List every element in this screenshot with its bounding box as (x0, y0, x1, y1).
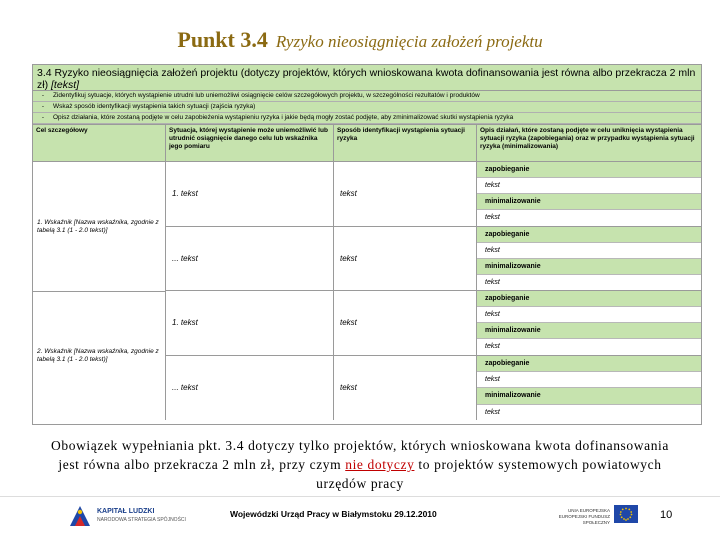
col-identification: Sposób identyfikacji wystąpienia sytuacji ryzyka (334, 125, 477, 161)
minimization-label: minimalizowanie (477, 323, 701, 339)
page-number: 10 (660, 509, 673, 521)
footer-divider (0, 496, 720, 497)
brand-name: KAPITAŁ LUDZKI (97, 508, 155, 515)
actions-cell (477, 162, 701, 226)
minimization-label: minimalizowanie (477, 259, 701, 275)
minimization-text: tekst (485, 214, 500, 222)
risk-row (166, 291, 701, 356)
instruction-dash: - (41, 114, 45, 121)
instruction-text: Opisz działania, które zostaną podjęte w celu zapobieżenia wystąpieniu ryzyka i jakie będą mogły zostać podjęte, aby zminimalizować skutki wystąpienia ryzyka (53, 114, 514, 121)
risk-rows (166, 162, 701, 420)
situation-cell: 1. tekst (166, 291, 334, 355)
instruction-dash: - (41, 103, 45, 110)
risk-row (166, 227, 701, 292)
risk-form (32, 64, 702, 425)
kapital-ludzki-logo-icon (68, 504, 92, 528)
prevention-text: tekst (477, 178, 701, 194)
situation-cell: ... tekst (166, 356, 334, 421)
minimization-text: tekst (485, 343, 500, 351)
minimization-label: minimalizowanie (477, 194, 701, 210)
instruction-text: Zidentyfikuj sytuacje, których wystąpienie utrudni lub uniemożliwi osiągnięcie celów szczegółowych projektu, w szczególności rezultatów i produktów (53, 92, 480, 99)
risk-row (166, 356, 701, 421)
identification-cell: tekst (334, 291, 477, 355)
prevention-label: zapobieganie (477, 162, 701, 178)
brand-block (97, 507, 186, 525)
identification-cell: tekst (334, 356, 477, 421)
col-situation: Sytuacja, której wystąpienie może uniemożliwić lub utrudnić osiągnięcie danego celu lub wskaźnika jego pomiaru (166, 125, 334, 161)
prevention-text: tekst (477, 372, 701, 388)
note-text (40, 436, 680, 493)
actions-cell (477, 291, 701, 355)
goal-cell: 1. Wskaźnik [Nazwa wskaźnika, zgodnie z tabelą 3.1 (1 - 2.0 tekst)] (37, 218, 159, 234)
form-header (33, 65, 701, 91)
form-header-text: 3.4 Ryzyko nieosiągnięcia założeń projektu (dotyczy projektów, których wnioskowana kwota dofinansowania jest równa albo przekracza 2 mln zł) (37, 67, 696, 91)
eu-label: UNIA EUROPEJSKA EUROPEJSKI FUNDUSZ SPOŁECZNY (558, 508, 610, 525)
instruction-dash: - (41, 92, 45, 99)
minimization-text: tekst (485, 278, 500, 286)
title-subtitle: Ryzyko nieosiągnięcia założeń projektu (275, 32, 543, 51)
prevention-text: tekst (477, 307, 701, 323)
brand-tagline: NARODOWA STRATEGIA SPÓJNOŚCI (97, 517, 186, 523)
goal-column (33, 162, 166, 420)
identification-cell: tekst (334, 227, 477, 291)
col-goal: Cel szczegółowy (33, 125, 166, 161)
prevention-label: zapobieganie (477, 227, 701, 243)
note-underline: nie dotyczy (345, 457, 415, 472)
minimization-label: minimalizowanie (477, 388, 701, 404)
minimization-text: tekst (485, 408, 500, 416)
prevention-label: zapobieganie (477, 356, 701, 372)
prevention-label: zapobieganie (477, 291, 701, 307)
instruction-row (33, 102, 701, 113)
form-body (33, 162, 701, 420)
column-headers (33, 124, 701, 162)
risk-row (166, 162, 701, 227)
situation-cell: 1. tekst (166, 162, 334, 226)
instruction-text: Wskaż sposób identyfikacji wystąpienia takich sytuacji (zajścia ryzyka) (53, 103, 256, 110)
form-header-tag: [tekst] (51, 79, 80, 91)
prevention-text: tekst (477, 243, 701, 259)
actions-cell (477, 356, 701, 421)
eu-flag-icon (614, 505, 638, 523)
identification-cell: tekst (334, 162, 477, 226)
actions-cell (477, 227, 701, 291)
footer-organization: Wojewódzki Urząd Pracy w Białymstoku 29.12.2010 (230, 509, 437, 519)
note-before: Obowiązek wypełniania pkt. 3.4 dotyczy tylko projektów, których wnioskowana kwota dofinansowania jest równa albo przekracza 2 mln zł, przy czym (51, 438, 669, 472)
situation-cell: ... tekst (166, 227, 334, 291)
note-after: to projektów systemowych powiatowych urzędów pracy (316, 457, 662, 491)
title-number: Punkt 3.4 (177, 27, 268, 52)
slide-title (0, 27, 720, 53)
instruction-row (33, 113, 701, 124)
col-actions: Opis działań, które zostaną podjęte w celu uniknięcia wystąpienia sytuacji ryzyka (zapobiegania) oraz w przypadku wystąpienia sytuacji ryzyka (minimalizowania) (480, 127, 695, 150)
goal-cell: 2. Wskaźnik [Nazwa wskaźnika, zgodnie z tabelą 3.1 (1 - 2.0 tekst)] (33, 291, 165, 420)
instruction-row (33, 91, 701, 102)
